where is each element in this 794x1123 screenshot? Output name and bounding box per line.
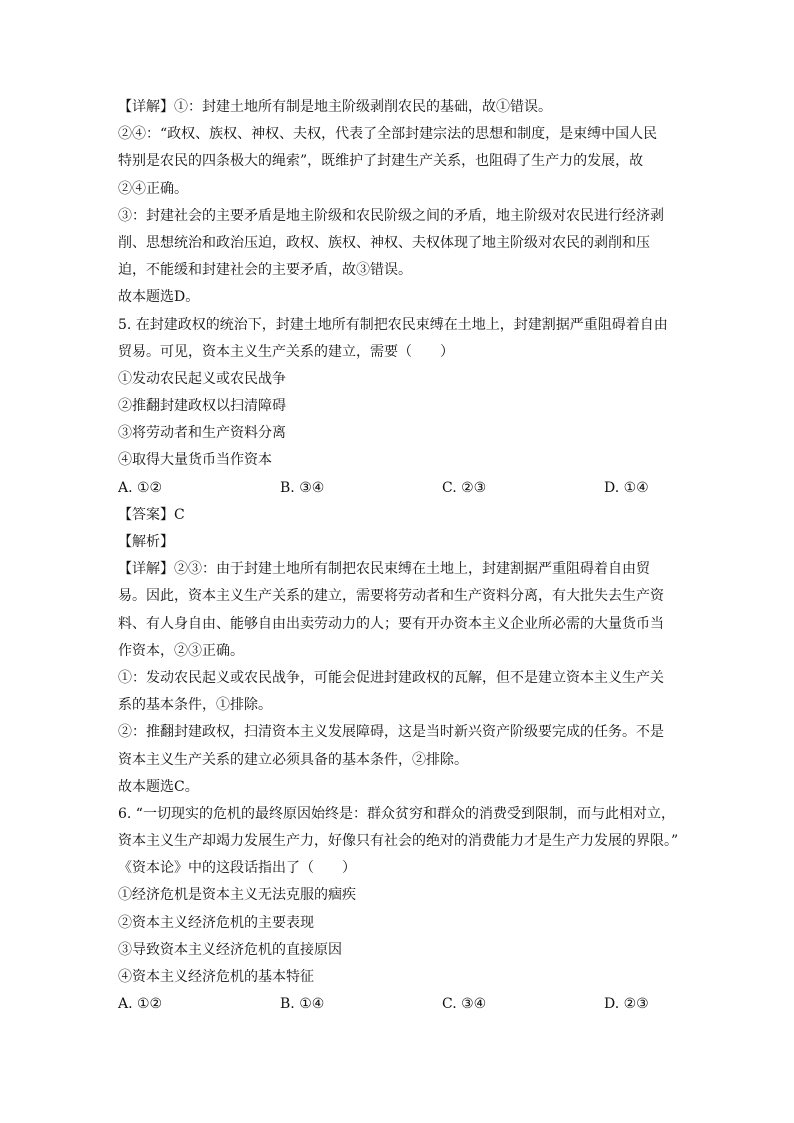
option-c: C. ③④: [442, 996, 487, 1013]
option-c: C. ②③: [442, 479, 487, 496]
statement-item: ①经济危机是资本主义无法克服的痼疾: [118, 887, 356, 904]
question-stem: 贸易。可见，资本主义生产关系的建立，需要（ ）: [118, 343, 454, 360]
text-line: 作资本，②③正确。: [118, 642, 244, 659]
question-stem: 6. “一切现实的危机的最终原因始终是：群众贫穷和群众的消费受到限制，而与此相对立，: [118, 805, 675, 822]
text-line: ②④正确。: [118, 180, 188, 197]
option-a: A. ①②: [118, 479, 163, 496]
question-stem: 5. 在封建政权的统治下，封建土地所有制把农民束缚在土地上，封建割据严重阻碍着自由: [118, 316, 668, 333]
question-stem: 资本主义生产却竭力发展生产力，好像只有社会的绝对的消费能力才是生产力发展的界限。”: [118, 833, 679, 850]
statement-item: ③导致资本主义经济危机的直接原因: [118, 941, 342, 958]
answer-options: [118, 475, 688, 502]
option-b: B. ③④: [280, 479, 325, 496]
q4-explanation: [118, 94, 688, 312]
page-content: [118, 94, 688, 1018]
conclusion-line: 故本题选D。: [118, 289, 200, 306]
text-line: 【详解】②③：由于封建土地所有制把农民束缚在土地上，封建割据严重阻碍着自由贸: [118, 561, 650, 578]
text-line: ①：发动农民起义或农民战争，可能会促进封建政权的瓦解，但不是建立资本主义生产关: [118, 669, 664, 686]
question-6: [118, 801, 688, 1019]
answer-line: 【答案】C: [118, 506, 185, 523]
statement-item: ①发动农民起义或农民战争: [118, 370, 286, 387]
text-line: 特别是农民的四条极大的绳索”，既维护了封建生产关系，也阻碍了生产力的发展，故: [118, 153, 644, 170]
answer-options: [118, 991, 688, 1018]
option-d: D. ①④: [604, 479, 649, 496]
text-line: 【详解】①：封建土地所有制是地主阶级剥削农民的基础，故①错误。: [118, 99, 552, 115]
statement-item: ③将劳动者和生产资料分离: [118, 425, 286, 442]
analysis-label: 【解析】: [118, 534, 174, 550]
text-line: 资本主义生产关系的建立必须具备的基本条件，②排除。: [118, 751, 468, 768]
text-line: ③：封建社会的主要矛盾是地主阶级和农民阶级之间的矛盾，地主阶级对农民进行经济剥: [118, 207, 664, 224]
text-line: 削、思想统治和政治压迫，政权、族权、神权、夫权体现了地主阶级对农民的剥削和压: [118, 234, 650, 251]
statement-item: ④取得大量货币当作资本: [118, 452, 272, 469]
question-stem: 《资本论》中的这段话指出了（ ）: [118, 860, 356, 877]
text-line: 易。因此，资本主义生产关系的建立，需要将劳动者和生产资料分离，有大批失去生产资: [118, 588, 664, 605]
text-line: ②④：“政权、族权、神权、夫权，代表了全部封建宗法的思想和制度，是束缚中国人民: [118, 126, 658, 143]
text-line: ②：推翻封建政权，扫清资本主义发展障碍，这是当时新兴资产阶级要完成的任务。不是: [118, 724, 664, 741]
text-line: 迫，不能缓和封建社会的主要矛盾，故③错误。: [118, 262, 412, 279]
text-line: 系的基本条件，①排除。: [118, 697, 272, 714]
option-d: D. ②③: [604, 996, 649, 1013]
statement-item: ④资本主义经济危机的基本特征: [118, 969, 314, 985]
statement-item: ②推翻封建政权以扫清障碍: [118, 398, 286, 415]
option-a: A. ①②: [118, 996, 163, 1013]
statement-item: ②资本主义经济危机的主要表现: [118, 914, 314, 931]
option-b: B. ①④: [280, 996, 325, 1013]
text-line: 料、有人身自由、能够自由出卖劳动力的人；要有开办资本主义企业所必需的大量货币当: [118, 615, 664, 632]
conclusion-line: 故本题选C。: [118, 778, 199, 795]
question-5: [118, 312, 688, 801]
